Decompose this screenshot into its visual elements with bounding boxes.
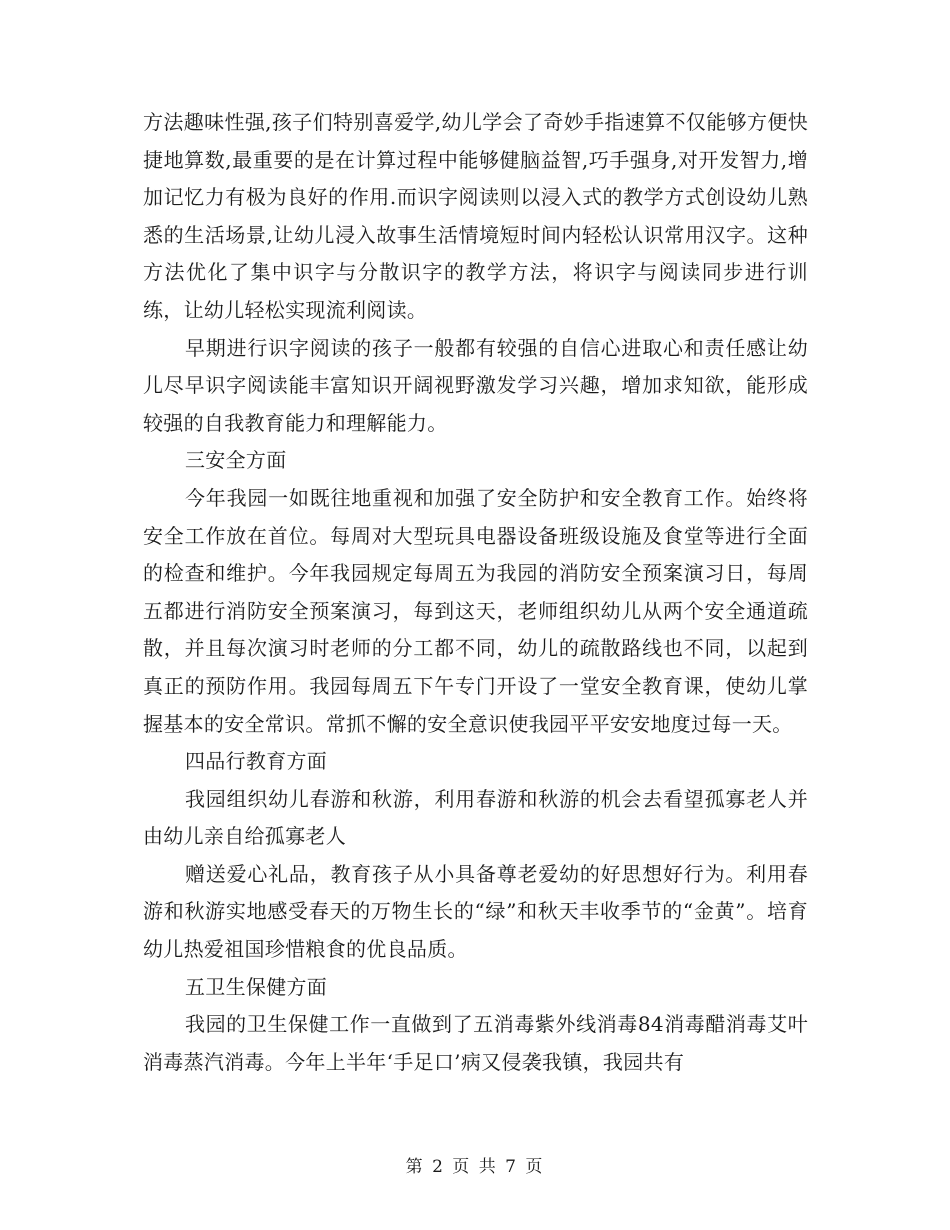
paragraph-3: 今年我园一如既往地重视和加强了安全防护和安全教育工作。始终将安全工作放在首位。每周对大型玩具电器设备班级设施及食堂等进行全面的检查和维护。今年我园规定每周五为我园的消防安全预案演习日，每周五都进行消防安全预案演习，每到这天，老师组织幼儿从两个安全通道疏散，并且每次演习时老师的分工都不同，幼儿的疏散路线也不同，以起到真正的预防作用。我园每周五下午专门开设了一堂安全教育课，使幼儿掌握基本的安全常识。常抓不懈的安全意识使我园平平安安地度过每一天。: [143, 485, 808, 736]
page-number: 第 2 页 共 7 页: [405, 1157, 545, 1177]
body-text: [143, 104, 808, 1081]
paragraph-4: 我园组织幼儿春游和秋游，利用春游和秋游的机会去看望孤寡老人并由幼儿亲自给孤寡老人: [143, 786, 808, 849]
section-heading-conduct: 四品行教育方面: [185, 749, 328, 774]
paragraph-5: 赠送爱心礼品，教育孩子从小具备尊老爱幼的好思想好行为。利用春游和秋游实地感受春天的万物生长的“绿”和秋天丰收季节的“金黄”。培育幼儿热爱祖国珍惜粮食的优良品质。: [143, 861, 808, 962]
paragraph-1: 方法趣味性强,孩子们特别喜爱学,幼儿学会了奇妙手指速算不仅能够方便快捷地算数,最重要的是在计算过程中能够健脑益智,巧手强身,对开发智力,增加记忆力有极为良好的作用.而识字阅读则以浸入式的教学方式创设幼儿熟悉的生活场景,让幼儿浸入故事生活情境短时间内轻松认识常用汉字。这种方法优化了集中识字与分散识字的教学方法，将识字与阅读同步进行训练，让幼儿轻松实现流利阅读。: [143, 110, 808, 322]
paragraph-2: 早期进行识字阅读的孩子一般都有较强的自信心进取心和责任感让幼儿尽早识字阅读能丰富知识开阔视野激发学习兴趣，增加求知欲，能形成较强的自我教育能力和理解能力。: [143, 335, 808, 435]
section-heading-health: 五卫生保健方面: [185, 974, 328, 999]
section-heading-safety: 三安全方面: [185, 448, 287, 473]
paragraph-6: 我园的卫生保健工作一直做到了五消毒紫外线消毒84消毒醋消毒艾叶消毒蒸汽消毒。今年上半年‘手足口’病又侵袭我镇，我园共有: [143, 1012, 808, 1074]
